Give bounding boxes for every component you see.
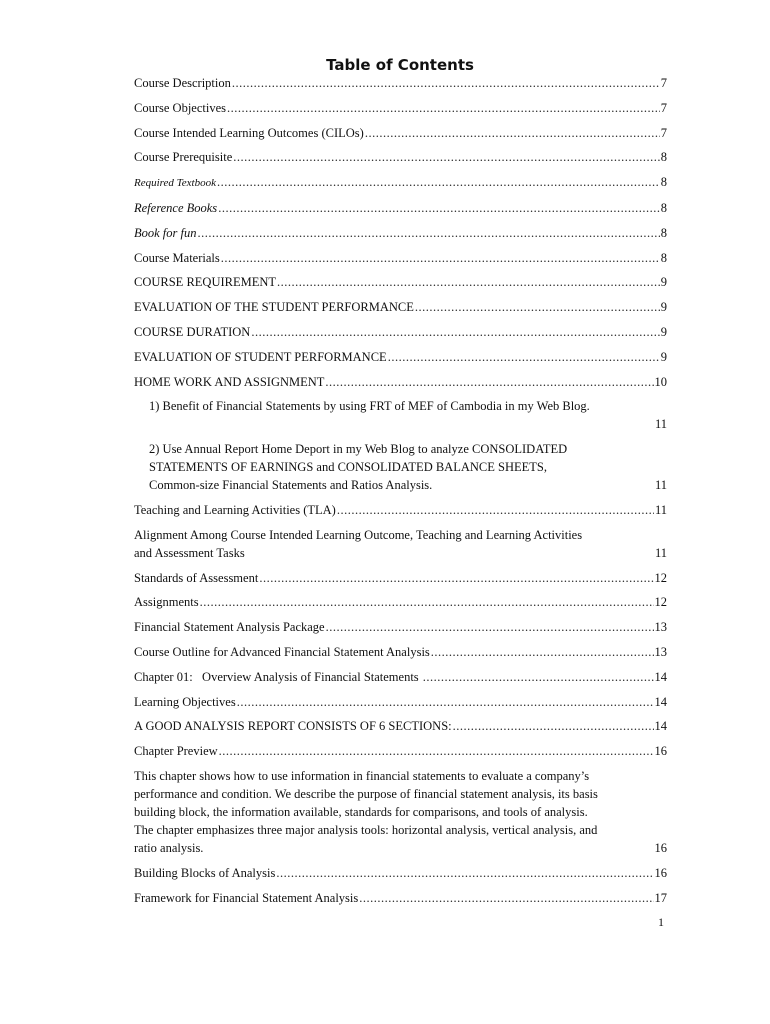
toc-entry-page: 9 [660,275,667,290]
toc-entry-page: 14 [654,719,667,734]
toc-entry-label: Course Prerequisite [134,150,233,165]
table-of-contents [134,74,667,913]
dot-leader [233,148,660,166]
toc-entry-label-line1: Alignment Among Course Intended Learning Outcome, Teaching and Learning Activities [134,527,583,542]
toc-entry-label: Assignments [134,595,199,610]
dot-leader [415,298,660,316]
toc-entry-learning-objectives[interactable] [134,693,667,711]
toc-entry-page: 10 [654,374,667,389]
toc-entry-chapter-preview[interactable] [134,742,667,760]
toc-entry-label: Course Objectives [134,100,226,115]
toc-entry-course-objectives[interactable] [134,99,667,117]
toc-entry-page: 9 [660,324,667,339]
dot-leader [423,668,654,686]
toc-entry-page: 17 [654,890,667,905]
toc-entry-page: 8 [660,150,667,165]
toc-entry-homework[interactable] [134,373,667,391]
page-number: 1 [658,915,664,929]
dot-leader [198,224,660,242]
toc-entry-label: Chapter Preview [134,744,218,759]
toc-entry-page: 8 [660,225,667,240]
toc-entry-label: Teaching and Learning Activities (TLA) [134,502,336,517]
toc-entry-label: COURSE REQUIREMENT [134,275,277,290]
toc-entry-page: 13 [654,620,667,635]
toc-entry-label: Course Materials [134,250,220,265]
dot-leader [388,348,660,366]
toc-entry-cilos[interactable] [134,124,667,142]
toc-entry-label-line2: STATEMENTS OF EARNINGS and CONSOLIDATED BALANCE SHEETS, [149,460,547,475]
toc-entry-page: 7 [660,76,667,90]
toc-entry-course-outline[interactable] [134,643,667,661]
toc-entry-evaluation-the-student[interactable] [134,298,667,316]
toc-entry-label: Building Blocks of Analysis [134,865,276,880]
toc-entry-building-blocks[interactable] [134,864,667,882]
dot-leader [217,173,660,191]
page-title: Table of Contents [326,56,474,74]
toc-entry-label-line5: ratio analysis. [134,840,204,855]
toc-entry-label: Learning Objectives [134,694,236,709]
toc-entry-course-requirement[interactable] [134,273,667,291]
toc-entry-framework[interactable] [134,889,667,907]
toc-entry-label: 1) Benefit of Financial Statements by using FRT of MEF of Cambodia in my Web Blog. [149,399,590,414]
toc-entry-page: 16 [654,744,667,759]
toc-entry-page: 8 [660,175,667,190]
toc-entry-package[interactable] [134,618,667,636]
dot-leader [259,569,653,587]
toc-entry-label-line1: This chapter shows how to use information in financial statements to evaluate a company’s [134,768,590,783]
toc-entry-label-line2: and Assessment Tasks [134,545,245,560]
toc-entry-label: Reference Books [134,200,218,215]
toc-entry-page: 8 [660,200,667,215]
dot-leader [326,618,654,636]
toc-entry-required-textbook[interactable] [134,173,667,192]
toc-entry-reference-books[interactable] [134,199,667,217]
toc-entry-label: EVALUATION OF STUDENT PERFORMANCE [134,349,387,364]
toc-entry-label-line2: performance and condition. We describe the purpose of financial statement analysis, its basis [134,786,598,801]
toc-entry-good-analysis[interactable] [134,717,667,735]
toc-entry-label-line1: 2) Use Annual Report Home Deport in my Web Blog to analyze CONSOLIDATED [149,442,568,457]
toc-entry-course-duration[interactable] [134,323,667,341]
toc-entry-label: Book for fun [134,225,197,240]
toc-entry-label: EVALUATION OF THE STUDENT PERFORMANCE [134,300,414,315]
dot-leader [232,74,660,92]
toc-entry-label: COURSE DURATION [134,324,251,339]
toc-entry-book-for-fun[interactable] [134,224,667,242]
dot-leader [277,273,660,291]
toc-entry-label: Standards of Assessment [134,570,259,585]
toc-entry-page: 7 [660,100,667,115]
toc-entry-label: A GOOD ANALYSIS REPORT CONSISTS OF 6 SECTIONS: [134,719,452,734]
toc-entry-page: 14 [654,694,667,709]
toc-entry-page: 12 [654,595,667,610]
toc-entry-prerequisite[interactable] [134,148,667,166]
toc-entry-page: 8 [660,250,667,265]
dot-leader [359,889,653,907]
toc-entry-tla[interactable] [134,501,667,519]
dot-leader [219,742,654,760]
toc-entry-evaluation-student[interactable] [134,348,667,366]
toc-entry-label: Chapter 01: Overview Analysis of Financial Statements [134,669,422,684]
toc-entry-page: 11 [654,545,667,560]
toc-entry-alignment[interactable] [134,526,667,562]
toc-entry-label: Course Outline for Advanced Financial Statement Analysis [134,644,430,659]
toc-entry-label-line3: Common-size Financial Statements and Ratios Analysis. [149,478,433,493]
toc-entry-page: 16 [654,865,667,880]
toc-entry-assignments[interactable] [134,593,667,611]
dot-leader [218,199,660,217]
toc-entry-course-description[interactable] [134,74,667,92]
toc-entry-label: Financial Statement Analysis Package [134,620,325,635]
toc-entry-label-line4: The chapter emphasizes three major analysis tools: horizontal analysis, vertical analysis, and [134,822,598,837]
dot-leader [337,501,654,519]
dot-leader [276,864,653,882]
toc-entry-chapter-01[interactable] [134,668,667,686]
toc-entry-label: Course Description [134,76,231,90]
dot-leader [237,693,654,711]
toc-entry-sub-benefit[interactable] [134,397,667,433]
toc-entry-page: 9 [660,300,667,315]
toc-entry-page: 9 [660,349,667,364]
toc-entry-page: 16 [654,840,667,855]
toc-entry-label: Framework for Financial Statement Analysis [134,890,359,905]
toc-entry-course-materials[interactable] [134,249,667,267]
dot-leader [325,373,653,391]
toc-entry-label: Course Intended Learning Outcomes (CILOs) [134,125,364,140]
toc-entry-standards[interactable] [134,569,667,587]
dot-leader [431,643,654,661]
dot-leader [453,717,654,735]
toc-entry-page: 12 [654,570,667,585]
dot-leader [251,323,659,341]
toc-entry-preview-paragraph[interactable] [134,767,667,857]
dot-leader [365,124,660,142]
toc-entry-page: 11 [654,417,667,432]
toc-entry-page: 14 [654,669,667,684]
toc-entry-label-line3: building block, the information available, standards for comparisons, and tools of analysis. [134,804,588,819]
toc-entry-label: HOME WORK AND ASSIGNMENT [134,374,325,389]
dot-leader [221,249,660,267]
dot-leader [200,593,654,611]
toc-entry-sub-annual-report[interactable] [134,440,667,494]
toc-entry-label: Required Textbook [134,177,216,190]
toc-entry-page: 11 [654,502,667,517]
dot-leader [227,99,660,117]
toc-entry-page: 13 [654,644,667,659]
toc-entry-page: 7 [660,125,667,140]
toc-entry-page: 11 [654,478,667,493]
